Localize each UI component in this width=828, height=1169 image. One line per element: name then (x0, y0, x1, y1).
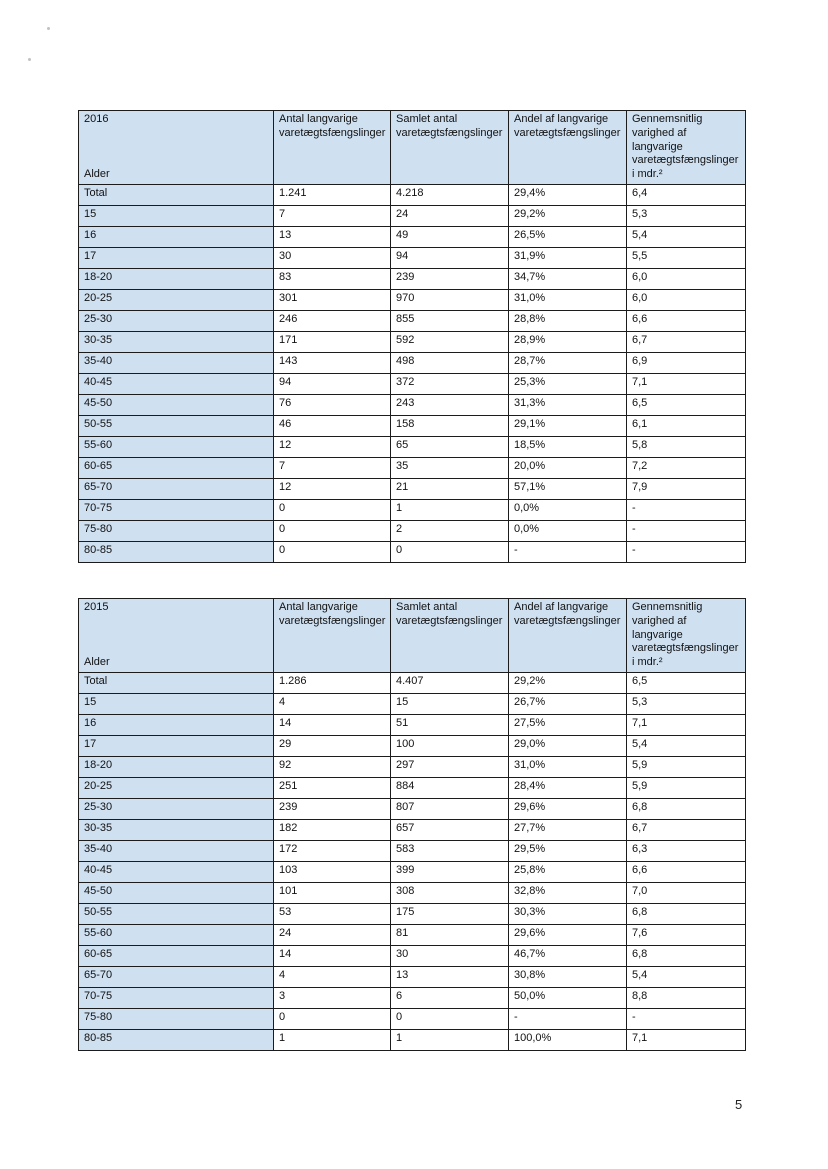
age-cell: 80-85 (79, 1029, 274, 1050)
value-cell: 29,6% (509, 924, 627, 945)
value-cell: 5,9 (627, 777, 746, 798)
value-cell: 27,5% (509, 714, 627, 735)
value-cell: 5,4 (627, 226, 746, 247)
value-cell: 65 (391, 436, 509, 457)
age-cell: 30-35 (79, 819, 274, 840)
value-cell: 12 (274, 478, 391, 499)
value-cell: 101 (274, 882, 391, 903)
value-cell: 1 (274, 1029, 391, 1050)
value-cell: 7,1 (627, 373, 746, 394)
value-cell: 7,9 (627, 478, 746, 499)
age-cell: 17 (79, 735, 274, 756)
value-cell: 29,6% (509, 798, 627, 819)
value-cell: 5,8 (627, 436, 746, 457)
table-row (79, 966, 746, 987)
value-cell: 26,7% (509, 693, 627, 714)
table-header (79, 111, 746, 185)
table-row (79, 352, 746, 373)
table-row (79, 924, 746, 945)
value-cell: 239 (391, 268, 509, 289)
table-row (79, 457, 746, 478)
age-cell: 70-75 (79, 987, 274, 1008)
value-cell: 53 (274, 903, 391, 924)
value-cell: 4.218 (391, 184, 509, 205)
value-cell: - (627, 520, 746, 541)
value-cell: 172 (274, 840, 391, 861)
table-row (79, 415, 746, 436)
age-cell: 30-35 (79, 331, 274, 352)
age-cell: 50-55 (79, 903, 274, 924)
age-cell: 45-50 (79, 394, 274, 415)
age-cell: 16 (79, 714, 274, 735)
value-cell: 6,7 (627, 819, 746, 840)
table-row (79, 520, 746, 541)
value-cell: 35 (391, 457, 509, 478)
value-cell: 7,1 (627, 1029, 746, 1050)
scan-artifact (28, 58, 31, 61)
value-cell: 76 (274, 394, 391, 415)
column-header: Gennemsnitlig varighed af langvarige varetægtsfængslinger i mdr.² (627, 599, 746, 673)
value-cell: 25,8% (509, 861, 627, 882)
age-cell: Total (79, 672, 274, 693)
table-row (79, 226, 746, 247)
table-row (79, 373, 746, 394)
value-cell: 0 (274, 1008, 391, 1029)
value-cell: 29 (274, 735, 391, 756)
column-header: Antal langvarige varetægtsfængslinger (274, 111, 391, 185)
year-label: 2015 (84, 601, 109, 613)
value-cell: - (509, 541, 627, 562)
value-cell: 14 (274, 945, 391, 966)
table-row (79, 268, 746, 289)
value-cell: 6,8 (627, 798, 746, 819)
year-label: 2016 (84, 113, 109, 125)
age-cell: 20-25 (79, 289, 274, 310)
value-cell: 6,3 (627, 840, 746, 861)
header-row (79, 111, 746, 185)
table-row (79, 798, 746, 819)
value-cell: 57,1% (509, 478, 627, 499)
table-row (79, 478, 746, 499)
age-cell: 35-40 (79, 840, 274, 861)
value-cell: 657 (391, 819, 509, 840)
value-cell: 83 (274, 268, 391, 289)
value-cell: 308 (391, 882, 509, 903)
age-cell: 50-55 (79, 415, 274, 436)
value-cell: 21 (391, 478, 509, 499)
value-cell: 6,6 (627, 861, 746, 882)
age-cell: 65-70 (79, 966, 274, 987)
value-cell: 0,0% (509, 499, 627, 520)
value-cell: 0 (391, 541, 509, 562)
value-cell: 29,1% (509, 415, 627, 436)
value-cell: 30,8% (509, 966, 627, 987)
value-cell: 6,7 (627, 331, 746, 352)
value-cell: 24 (391, 205, 509, 226)
value-cell: 6,0 (627, 289, 746, 310)
age-cell: 16 (79, 226, 274, 247)
value-cell: 92 (274, 756, 391, 777)
table-row (79, 394, 746, 415)
column-header: Andel af langvarige varetægtsfængslinger (509, 111, 627, 185)
value-cell: 6,9 (627, 352, 746, 373)
value-cell: 158 (391, 415, 509, 436)
value-cell: 1 (391, 1029, 509, 1050)
value-cell: 171 (274, 331, 391, 352)
value-cell: 94 (391, 247, 509, 268)
value-cell: 243 (391, 394, 509, 415)
value-cell: 7,6 (627, 924, 746, 945)
value-cell: 15 (391, 693, 509, 714)
value-cell: 29,4% (509, 184, 627, 205)
age-cell: 18-20 (79, 268, 274, 289)
value-cell: 6,1 (627, 415, 746, 436)
value-cell: 28,7% (509, 352, 627, 373)
value-cell: 246 (274, 310, 391, 331)
value-cell: 855 (391, 310, 509, 331)
age-cell: Total (79, 184, 274, 205)
value-cell: 25,3% (509, 373, 627, 394)
value-cell: 0 (274, 541, 391, 562)
age-cell: 55-60 (79, 436, 274, 457)
value-cell: 13 (391, 966, 509, 987)
value-cell: 18,5% (509, 436, 627, 457)
value-cell: 239 (274, 798, 391, 819)
table-row (79, 693, 746, 714)
value-cell: 31,3% (509, 394, 627, 415)
table-row (79, 541, 746, 562)
value-cell: 592 (391, 331, 509, 352)
value-cell: 143 (274, 352, 391, 373)
value-cell: 297 (391, 756, 509, 777)
value-cell: 31,0% (509, 289, 627, 310)
table-row (79, 289, 746, 310)
value-cell: 50,0% (509, 987, 627, 1008)
value-cell: 14 (274, 714, 391, 735)
value-cell: - (509, 1008, 627, 1029)
value-cell: 3 (274, 987, 391, 1008)
value-cell: 49 (391, 226, 509, 247)
value-cell: 46,7% (509, 945, 627, 966)
age-cell: 75-80 (79, 1008, 274, 1029)
value-cell: 4 (274, 693, 391, 714)
value-cell: 29,2% (509, 205, 627, 226)
value-cell: 27,7% (509, 819, 627, 840)
table-header (79, 599, 746, 673)
value-cell: 5,5 (627, 247, 746, 268)
value-cell: 0,0% (509, 520, 627, 541)
age-cell: 40-45 (79, 373, 274, 394)
age-cell: 60-65 (79, 457, 274, 478)
table-row (79, 840, 746, 861)
table-row (79, 861, 746, 882)
value-cell: 8,8 (627, 987, 746, 1008)
value-cell: 29,0% (509, 735, 627, 756)
value-cell: 28,4% (509, 777, 627, 798)
value-cell: 31,9% (509, 247, 627, 268)
value-cell: 30 (274, 247, 391, 268)
age-cell: 15 (79, 693, 274, 714)
column-header: Gennemsnitlig varighed af langvarige varetægtsfængslinger i mdr.² (627, 111, 746, 185)
value-cell: 182 (274, 819, 391, 840)
value-cell: 51 (391, 714, 509, 735)
value-cell: 24 (274, 924, 391, 945)
column-header: Andel af langvarige varetægtsfængslinger (509, 599, 627, 673)
table-row (79, 987, 746, 1008)
value-cell: 251 (274, 777, 391, 798)
value-cell: 6 (391, 987, 509, 1008)
age-cell: 25-30 (79, 310, 274, 331)
age-cell: 35-40 (79, 352, 274, 373)
table-row (79, 882, 746, 903)
value-cell: 100,0% (509, 1029, 627, 1050)
value-cell: 81 (391, 924, 509, 945)
value-cell: 26,5% (509, 226, 627, 247)
value-cell: 31,0% (509, 756, 627, 777)
value-cell: 29,2% (509, 672, 627, 693)
value-cell: 807 (391, 798, 509, 819)
table-row (79, 310, 746, 331)
page-number: 5 (735, 1097, 743, 1112)
age-cell: 15 (79, 205, 274, 226)
table-row (79, 735, 746, 756)
value-cell: 5,3 (627, 693, 746, 714)
value-cell: 29,5% (509, 840, 627, 861)
detention-table-2016 (78, 110, 746, 563)
value-cell: - (627, 541, 746, 562)
value-cell: 498 (391, 352, 509, 373)
scan-artifact (47, 27, 50, 30)
value-cell: 0 (274, 499, 391, 520)
table-row (79, 1029, 746, 1050)
age-cell: 60-65 (79, 945, 274, 966)
year-and-alder-header (79, 599, 274, 673)
column-header: Antal langvarige varetægtsfængslinger (274, 599, 391, 673)
value-cell: 100 (391, 735, 509, 756)
value-cell: 1.241 (274, 184, 391, 205)
age-cell: 70-75 (79, 499, 274, 520)
age-cell: 65-70 (79, 478, 274, 499)
age-cell: 20-25 (79, 777, 274, 798)
value-cell: 970 (391, 289, 509, 310)
value-cell: 6,5 (627, 394, 746, 415)
value-cell: - (627, 1008, 746, 1029)
age-cell: 17 (79, 247, 274, 268)
value-cell: 28,8% (509, 310, 627, 331)
table-row (79, 205, 746, 226)
value-cell: 6,5 (627, 672, 746, 693)
value-cell: 32,8% (509, 882, 627, 903)
value-cell: 28,9% (509, 331, 627, 352)
value-cell: 4 (274, 966, 391, 987)
value-cell: 20,0% (509, 457, 627, 478)
table-row (79, 247, 746, 268)
value-cell: 583 (391, 840, 509, 861)
table-row (79, 819, 746, 840)
age-cell: 40-45 (79, 861, 274, 882)
value-cell: 301 (274, 289, 391, 310)
table-row (79, 777, 746, 798)
age-cell: 55-60 (79, 924, 274, 945)
value-cell: 6,8 (627, 903, 746, 924)
column-header: Samlet antal varetægtsfængslinger (391, 599, 509, 673)
value-cell: 94 (274, 373, 391, 394)
table-row (79, 903, 746, 924)
value-cell: 30 (391, 945, 509, 966)
value-cell: 7,1 (627, 714, 746, 735)
value-cell: 6,4 (627, 184, 746, 205)
year-and-alder-header (79, 111, 274, 185)
value-cell: 30,3% (509, 903, 627, 924)
value-cell: 46 (274, 415, 391, 436)
value-cell: 13 (274, 226, 391, 247)
value-cell: 1 (391, 499, 509, 520)
value-cell: 6,8 (627, 945, 746, 966)
value-cell: 5,9 (627, 756, 746, 777)
table-row (79, 1008, 746, 1029)
value-cell: - (627, 499, 746, 520)
value-cell: 6,0 (627, 268, 746, 289)
value-cell: 1.286 (274, 672, 391, 693)
value-cell: 7 (274, 205, 391, 226)
age-cell: 18-20 (79, 756, 274, 777)
age-cell: 75-80 (79, 520, 274, 541)
table-row (79, 184, 746, 205)
table-row (79, 499, 746, 520)
value-cell: 7,0 (627, 882, 746, 903)
value-cell: 399 (391, 861, 509, 882)
value-cell: 12 (274, 436, 391, 457)
value-cell: 34,7% (509, 268, 627, 289)
table-row (79, 436, 746, 457)
value-cell: 7,2 (627, 457, 746, 478)
value-cell: 5,4 (627, 735, 746, 756)
row-header-label: Alder (84, 656, 110, 668)
table-row (79, 714, 746, 735)
value-cell: 103 (274, 861, 391, 882)
value-cell: 6,6 (627, 310, 746, 331)
table-row (79, 756, 746, 777)
table-row (79, 672, 746, 693)
age-cell: 45-50 (79, 882, 274, 903)
table-body (79, 184, 746, 562)
value-cell: 175 (391, 903, 509, 924)
value-cell: 4.407 (391, 672, 509, 693)
value-cell: 0 (391, 1008, 509, 1029)
table-row (79, 331, 746, 352)
detention-table-2015 (78, 598, 746, 1051)
header-row (79, 599, 746, 673)
value-cell: 372 (391, 373, 509, 394)
row-header-label: Alder (84, 168, 110, 180)
age-cell: 25-30 (79, 798, 274, 819)
value-cell: 5,3 (627, 205, 746, 226)
value-cell: 0 (274, 520, 391, 541)
table-row (79, 945, 746, 966)
table-body (79, 672, 746, 1050)
value-cell: 2 (391, 520, 509, 541)
value-cell: 884 (391, 777, 509, 798)
age-cell: 80-85 (79, 541, 274, 562)
value-cell: 7 (274, 457, 391, 478)
value-cell: 5,4 (627, 966, 746, 987)
column-header: Samlet antal varetægtsfængslinger (391, 111, 509, 185)
